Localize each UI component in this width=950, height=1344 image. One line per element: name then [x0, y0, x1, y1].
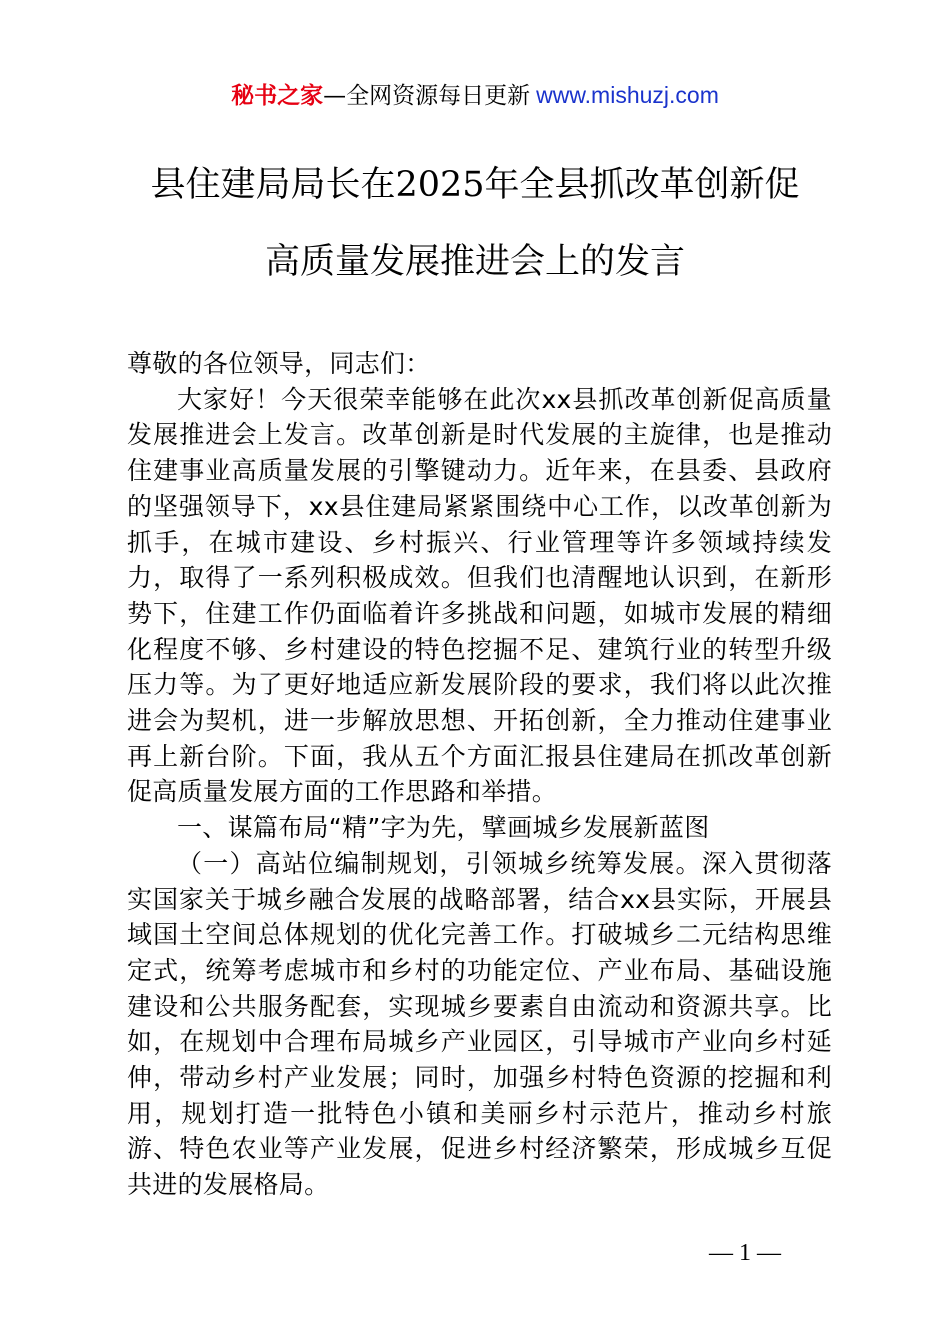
section-heading: 一、谋篇布局“精”字为先，擘画城乡发展新蓝图 [177, 813, 710, 843]
site-url-link[interactable]: www.mishuzj.com [536, 82, 719, 108]
document-body [127, 346, 832, 1203]
page-number: — 1 — [709, 1240, 781, 1266]
body-paragraph: 大家好！今天很荣幸能够在此次xx县抓改革创新促高质量发展推进会上发言。改革创新是时代发展的主旋律，也是推动住建事业高质量发展的引擎键动力。近年来，在县委、县政府的坚强领导下，xx县住建局紧紧围绕中心工作，以改革创新为抓手，在城市建设、乡村振兴、行业管理等许多领域持续发力，取得了一系列积极成效。但我们也清醒地认识到，在新形势下，住建工作仍面临着许多挑战和问题，如城市发展的精细化程度不够、乡村建设的特色挖掘不足、建筑行业的转型升级压力等。为了更好地适应新发展阶段的要求，我们将以此次推进会为契机，进一步解放思想、开拓创新，全力推动住建事业再上新台阶。下面，我从五个方面汇报县住建局在抓改革创新促高质量发展方面的工作思路和举措。 [127, 384, 832, 807]
brand-name: 秘书之家 [231, 83, 324, 109]
site-header [0, 78, 950, 113]
document-title [100, 160, 850, 287]
header-slogan: —全网资源每日更新 [323, 83, 531, 109]
title-line-2: 高质量发展推进会上的发言 [264, 242, 685, 282]
subsection-paragraph: （一）高站位编制规划，引领城乡统筹发展。深入贯彻落实国家关于城乡融合发展的战略部署，结合xx县实际，开展县域国土空间总体规划的优化完善工作。打破城乡二元结构思维定式，统筹考虑城市和乡村的功能定位、产业布局、基础设施建设和公共服务配套，实现城乡要素自由流动和资源共享。比如，在规划中合理布局城乡产业园区，引导城市产业向乡村延伸，带动乡村产业发展；同时，加强乡村特色资源的挖掘和利用，规划打造一批特色小镇和美丽乡村示范片，推动乡村旅游、特色农业等产业发展，促进乡村经济繁荣，形成城乡互促共进的发展格局。 [127, 848, 832, 1200]
salutation: 尊敬的各位领导，同志们： [127, 349, 431, 378]
title-line-1: 县住建局局长在2025年全县抓改革创新促 [150, 165, 800, 205]
